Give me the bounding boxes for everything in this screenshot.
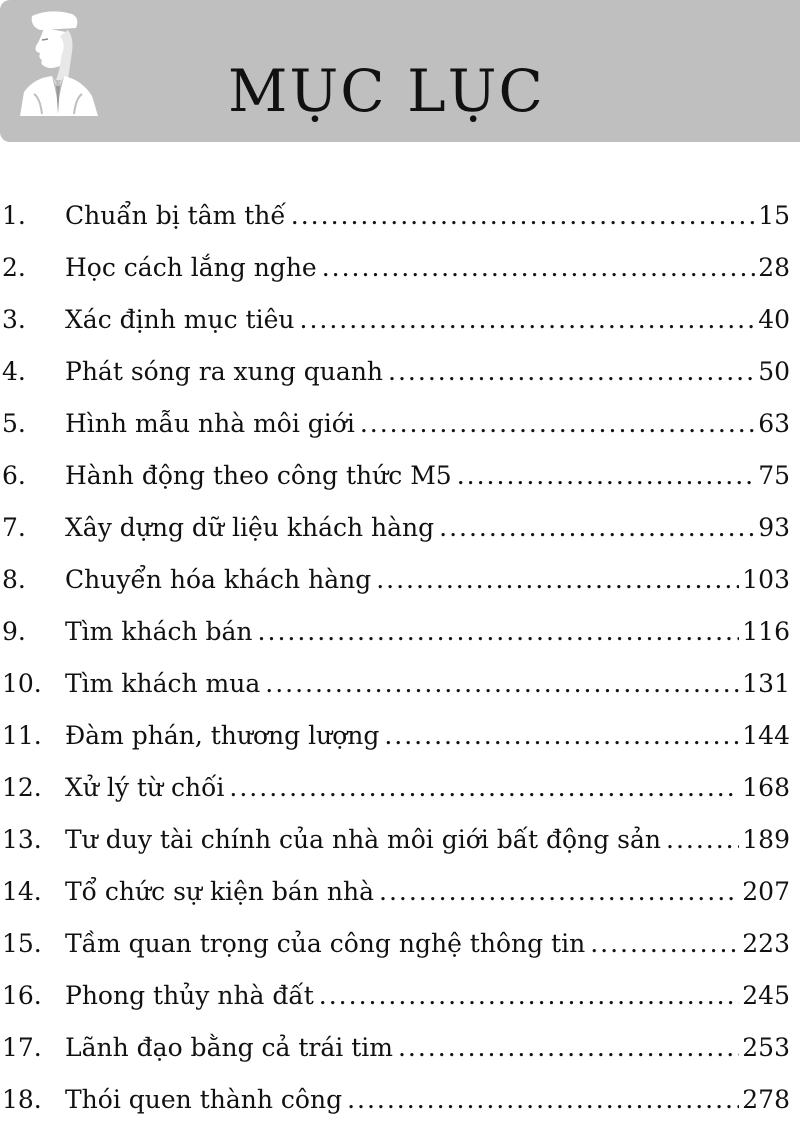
toc-title: Phong thủy nhà đất [65, 981, 314, 1010]
toc-entry [0, 1022, 800, 1074]
toc-leader-dots [265, 658, 739, 710]
toc-leader-dots [291, 190, 755, 242]
man-profile-logo-icon [10, 6, 105, 116]
toc-page-number: 168 [742, 773, 790, 802]
toc-leader-dots [666, 814, 739, 866]
toc-page-number: 223 [742, 929, 790, 958]
toc-leader-dots [319, 970, 740, 1022]
toc-page-number: 207 [742, 877, 790, 906]
toc-entry [0, 294, 800, 346]
toc-leader-dots [300, 294, 756, 346]
toc-leader-dots [398, 1022, 739, 1074]
toc-entry [0, 606, 800, 658]
toc-page-number: 63 [758, 409, 790, 438]
toc-page-number: 93 [758, 513, 790, 542]
toc-leader-dots [379, 866, 739, 918]
toc-number: 5. [2, 409, 26, 438]
toc-leader-dots [384, 710, 739, 762]
toc-leader-dots [388, 346, 755, 398]
toc-entry [0, 866, 800, 918]
toc-entry [0, 970, 800, 1022]
toc-page-number: 278 [742, 1085, 790, 1114]
toc-leader-dots [376, 554, 739, 606]
toc-page-number: 245 [742, 981, 790, 1010]
toc-leader-dots [457, 450, 755, 502]
toc-number: 18. [2, 1085, 42, 1114]
toc-number: 13. [2, 825, 42, 854]
toc-title: Xây dựng dữ liệu khách hàng [65, 513, 435, 542]
toc-leader-dots [322, 242, 755, 294]
toc-entry [0, 658, 800, 710]
toc-number: 9. [2, 617, 26, 646]
toc-number: 8. [2, 565, 26, 594]
toc-entry [0, 190, 800, 242]
toc-title: Đàm phán, thương lượng [65, 721, 380, 750]
toc-entry [0, 502, 800, 554]
toc-number: 14. [2, 877, 42, 906]
toc-title: Học cách lắng nghe [65, 253, 317, 282]
toc-entry [0, 762, 800, 814]
toc-title: Chuyển hóa khách hàng [65, 565, 372, 594]
toc-title: Xử lý từ chối [65, 773, 225, 802]
toc-leader-dots [258, 606, 740, 658]
toc-title: Lãnh đạo bằng cả trái tim [65, 1033, 393, 1062]
toc-leader-dots [347, 1074, 739, 1126]
toc-title: Tư duy tài chính của nhà môi giới bất động sản [65, 825, 661, 854]
toc-number: 10. [2, 669, 42, 698]
toc-leader-dots [360, 398, 755, 450]
toc-title: Xác định mục tiêu [65, 305, 295, 334]
toc-number: 2. [2, 253, 26, 282]
toc-page-number: 144 [742, 721, 790, 750]
toc-title: Chuẩn bị tâm thế [65, 201, 286, 230]
toc-page-number: 189 [742, 825, 790, 854]
toc-number: 11. [2, 721, 42, 750]
toc-number: 1. [2, 201, 26, 230]
header-band [0, 0, 800, 145]
toc-page-number: 40 [758, 305, 790, 334]
toc-page-number: 50 [758, 357, 790, 386]
toc-number: 7. [2, 513, 26, 542]
toc-page-number: 103 [742, 565, 790, 594]
toc-title: Hình mẫu nhà môi giới [65, 409, 355, 438]
toc-entry [0, 554, 800, 606]
toc-page-number: 131 [742, 669, 790, 698]
toc-title: Phát sóng ra xung quanh [65, 357, 384, 386]
toc-page-number: 15 [758, 201, 790, 230]
toc-page-number: 253 [742, 1033, 790, 1062]
toc-number: 15. [2, 929, 42, 958]
table-of-contents [0, 190, 800, 1126]
toc-entry [0, 814, 800, 866]
toc-number: 3. [2, 305, 26, 334]
toc-page-number: 28 [758, 253, 790, 282]
toc-entry [0, 918, 800, 970]
toc-entry [0, 1074, 800, 1126]
toc-leader-dots [590, 918, 739, 970]
toc-number: 17. [2, 1033, 42, 1062]
toc-number: 4. [2, 357, 26, 386]
toc-title: Hành động theo công thức M5 [65, 461, 452, 490]
toc-title: Tìm khách bán [65, 617, 253, 646]
toc-leader-dots [439, 502, 755, 554]
toc-entry [0, 450, 800, 502]
toc-title: Tìm khách mua [65, 669, 261, 698]
toc-entry [0, 242, 800, 294]
toc-entry [0, 346, 800, 398]
toc-number: 12. [2, 773, 42, 802]
toc-title: Tầm quan trọng của công nghệ thông tin [65, 929, 586, 958]
toc-title: Tổ chức sự kiện bán nhà [65, 877, 374, 906]
toc-page-number: 75 [758, 461, 790, 490]
toc-title: Thói quen thành công [65, 1085, 343, 1114]
toc-leader-dots [229, 762, 739, 814]
toc-number: 6. [2, 461, 26, 490]
toc-page-number: 116 [742, 617, 790, 646]
toc-number: 16. [2, 981, 42, 1010]
page-title: MỤC LỤC [228, 57, 545, 125]
toc-entry [0, 710, 800, 762]
toc-entry [0, 398, 800, 450]
